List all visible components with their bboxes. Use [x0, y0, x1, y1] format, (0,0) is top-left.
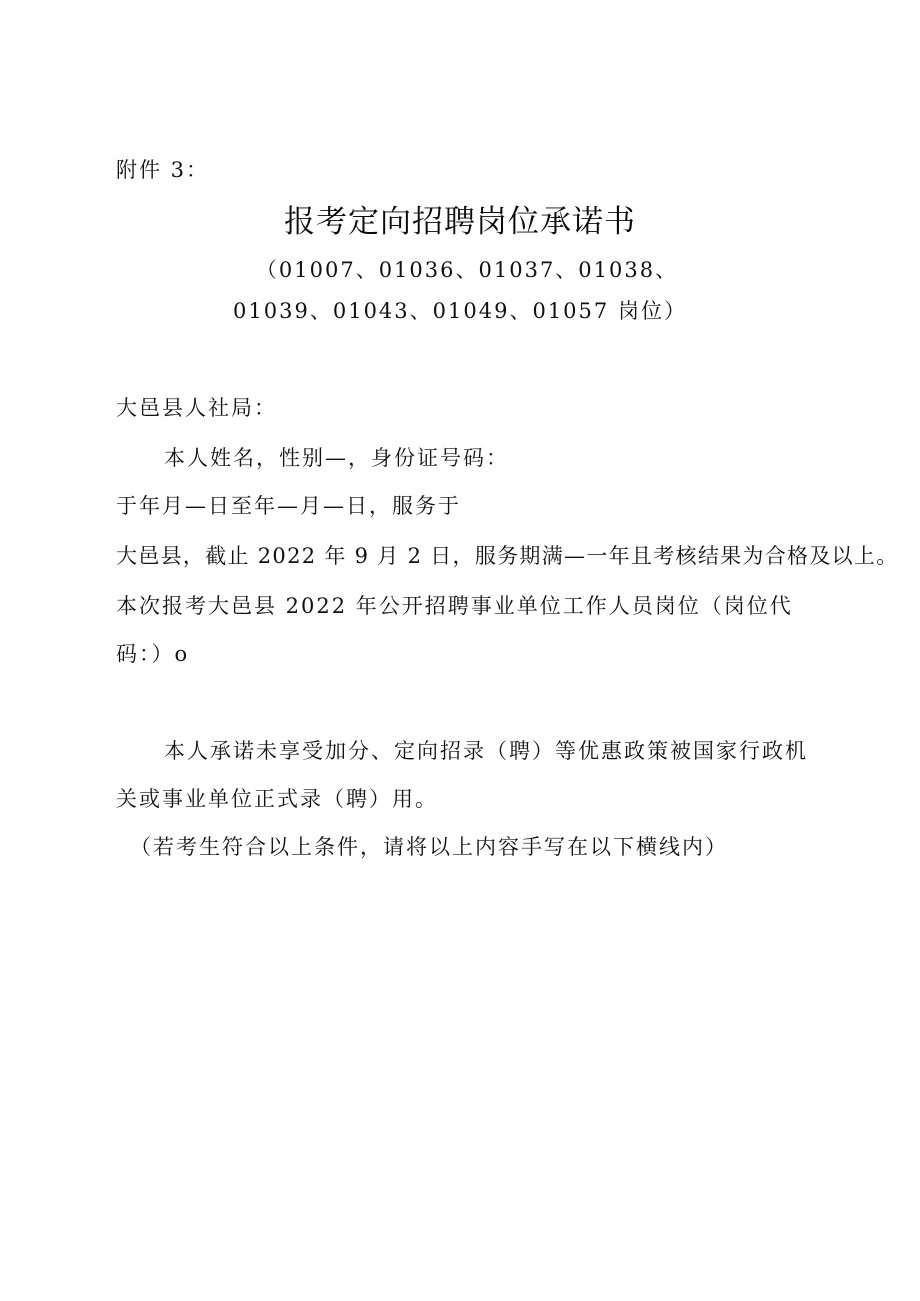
- body-line-service-dates: 于年月—日至年—月—日，服务于: [116, 494, 461, 518]
- body-line-application: 本次报考大邑县 2022 年公开招聘事业单位工作人员岗位（岗位代: [116, 594, 793, 618]
- attachment-label: 附件 3：: [116, 158, 210, 182]
- body-line-commitment: 本人承诺未享受加分、定向招录（聘）等优惠政策被国家行政机: [164, 739, 808, 763]
- addressee: 大邑县人社局：: [116, 396, 277, 420]
- body-line-name: 本人姓名，性别—，身份证号码：: [164, 446, 509, 470]
- body-line-position-code: 码：）o: [116, 642, 190, 666]
- document-title: 报考定向招聘岗位承诺书: [284, 204, 636, 240]
- subtitle-line-1: （01007、01036、01037、01038、: [255, 258, 679, 282]
- handwriting-instruction: （若考生符合以上条件，请将以上内容手写在以下横线内）: [130, 835, 728, 859]
- body-line-commitment-cont: 关或事业单位正式录（聘）用。: [116, 787, 438, 811]
- subtitle-line-2: 01039、01043、01049、01057 岗位）: [233, 299, 687, 323]
- body-line-service-result: 大邑县，截止 2022 年 9 月 2 日，服务期满—一年且考核结果为合格及以上。: [116, 544, 899, 568]
